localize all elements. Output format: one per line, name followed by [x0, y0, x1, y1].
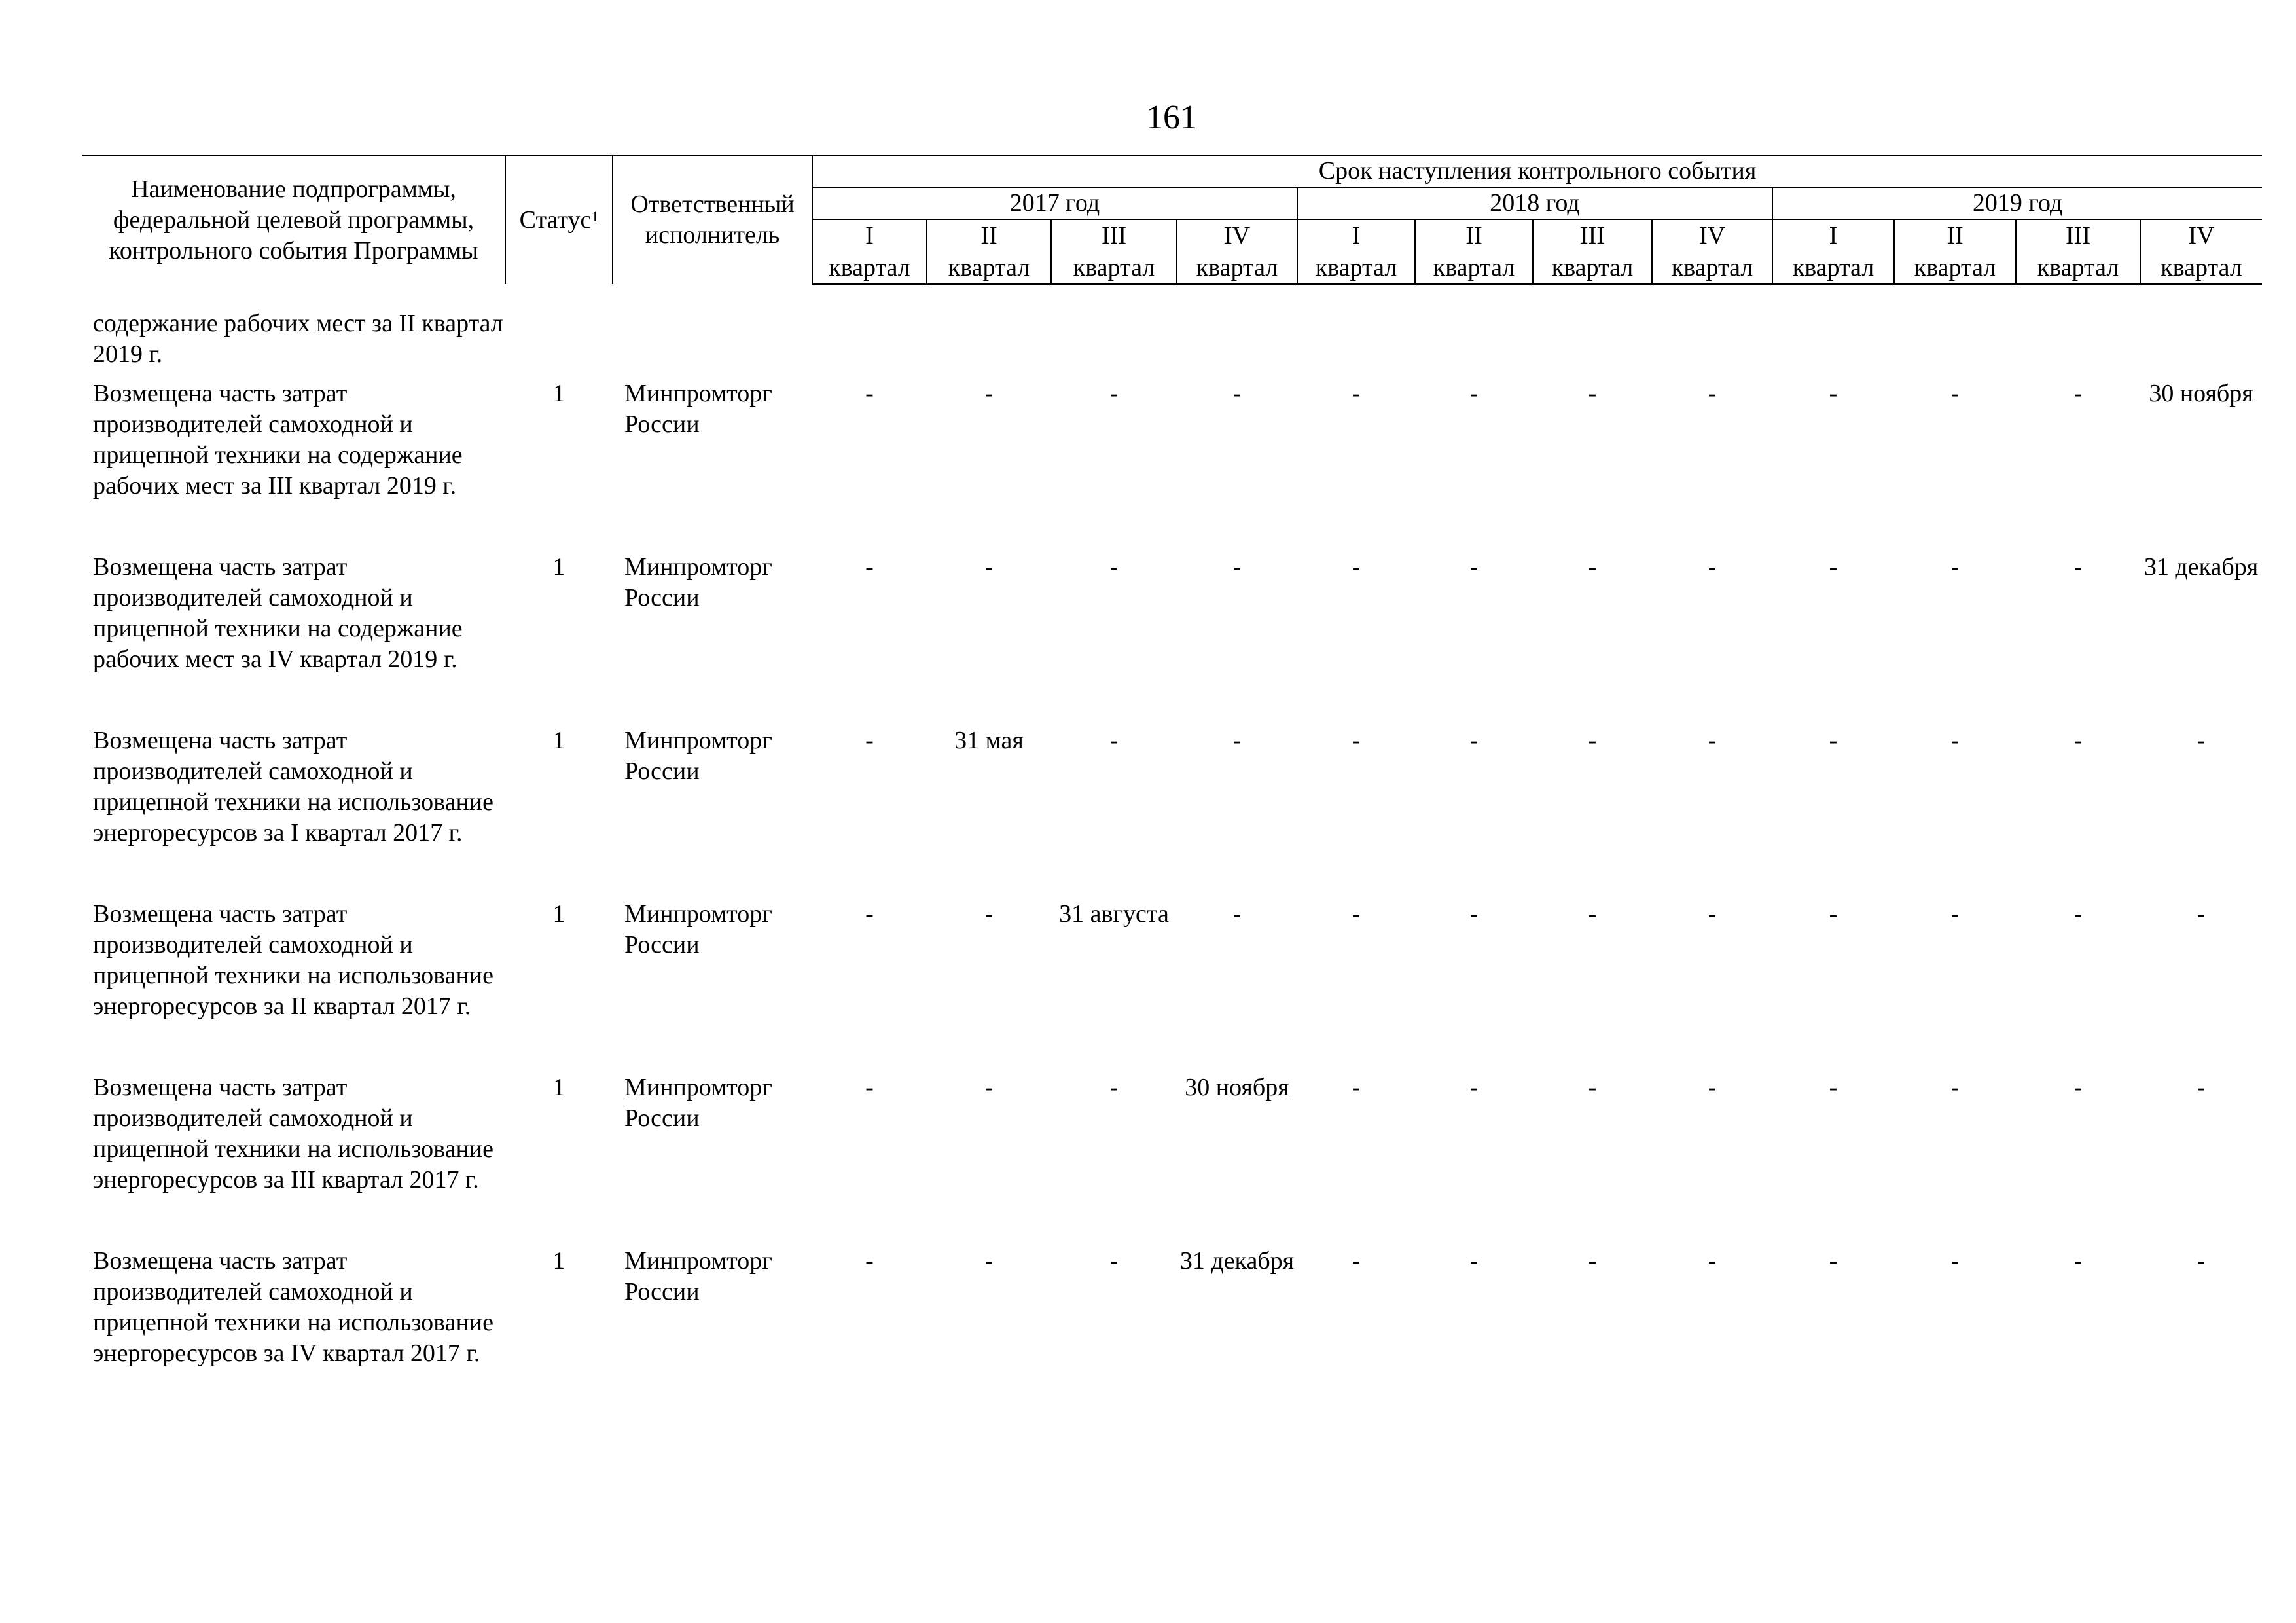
quarter-deadline-cell: -: [1708, 1074, 1717, 1101]
quarter-deadline-cell: -: [1588, 380, 1597, 407]
status-cell: [505, 308, 613, 378]
quarter-deadline-cell: -: [2073, 1247, 2083, 1275]
status-cell: 1: [552, 553, 565, 581]
header-quarter-numeral: IV: [1177, 219, 1297, 251]
header-quarter-word: квартал: [1415, 251, 1533, 284]
quarter-deadline-cell: -: [984, 1247, 994, 1275]
quarter-deadline-cell: -: [2073, 553, 2083, 581]
header-status-column: [505, 155, 613, 284]
header-quarter-numeral: I: [812, 219, 927, 251]
quarter-deadline-cell: [1415, 308, 1533, 378]
header-quarter-word: квартал: [927, 251, 1051, 284]
event-name-cell: Возмещена часть затрат производителей самоходной и прицепной техники на использование энергоресурсов за IV квартал 2017 г.: [93, 1247, 493, 1367]
header-deadline-group: Срок наступления контрольного события: [812, 155, 2262, 187]
quarter-deadline-cell: -: [1588, 727, 1597, 754]
status-cell: 1: [552, 1247, 565, 1275]
quarter-deadline-cell: -: [1950, 1074, 1960, 1101]
quarter-deadline-cell: -: [1109, 553, 1119, 581]
header-quarter-word: квартал: [1772, 251, 1894, 284]
quarter-deadline-cell: 31 мая: [954, 727, 1024, 754]
quarter-deadline-cell: [2140, 308, 2262, 378]
quarter-deadline-cell: 30 ноября: [1185, 1074, 1289, 1101]
quarter-deadline-cell: [1894, 308, 2016, 378]
status-cell: 1: [552, 900, 565, 928]
quarter-deadline-cell: -: [1469, 553, 1479, 581]
header-quarter-word: квартал: [1533, 251, 1652, 284]
quarter-deadline-cell: [1297, 308, 1415, 378]
quarter-deadline-cell: -: [865, 727, 874, 754]
header-quarter-word: квартал: [1297, 251, 1415, 284]
header-quarter-numeral: IV: [1652, 219, 1772, 251]
quarter-deadline-cell: -: [1469, 900, 1479, 928]
status-footnote-mark: 1: [591, 208, 599, 225]
event-name-cell: Возмещена часть затрат производителей самоходной и прицепной техники на использование энергоресурсов за I квартал 2017 г.: [93, 727, 493, 847]
table-row: [82, 308, 2262, 378]
quarter-deadline-cell: -: [1829, 727, 1838, 754]
header-quarter-numeral: II: [1894, 219, 2016, 251]
table-row: [82, 378, 2262, 552]
quarter-deadline-cell: -: [984, 900, 994, 928]
header-quarter-numeral: III: [2016, 219, 2140, 251]
table-row: [82, 1072, 2262, 1246]
table-row: [82, 552, 2262, 725]
executor-cell: Минпромторг России: [624, 727, 772, 785]
quarter-deadline-cell: [927, 308, 1051, 378]
event-name-cell: Возмещена часть затрат производителей самоходной и прицепной техники на содержание рабочих мест за IV квартал 2019 г.: [93, 553, 463, 673]
quarter-deadline-cell: -: [1232, 900, 1242, 928]
header-quarter-word: квартал: [2016, 251, 2140, 284]
page-number: 161: [1146, 99, 1197, 136]
quarter-deadline-cell: -: [1829, 900, 1838, 928]
quarter-deadline-cell: -: [2073, 1074, 2083, 1101]
table-header: [82, 155, 2262, 284]
quarter-deadline-cell: -: [1352, 727, 1361, 754]
quarter-deadline-cell: -: [2073, 900, 2083, 928]
quarter-deadline-cell: -: [1232, 553, 1242, 581]
header-quarter-word: квартал: [1652, 251, 1772, 284]
quarter-deadline-cell: -: [1950, 1247, 1960, 1275]
table-row: [82, 899, 2262, 1072]
header-quarter-numeral: IV: [2140, 219, 2262, 251]
quarter-deadline-cell: [1533, 308, 1652, 378]
quarter-deadline-cell: -: [984, 1074, 994, 1101]
header-quarter-word: квартал: [2140, 251, 2262, 284]
quarter-deadline-cell: -: [1469, 380, 1479, 407]
header-quarter-word: квартал: [1051, 251, 1177, 284]
status-cell: 1: [552, 1074, 565, 1101]
quarter-deadline-cell: -: [1588, 1074, 1597, 1101]
header-quarter-word: квартал: [812, 251, 927, 284]
quarter-deadline-cell: 30 ноября: [2149, 380, 2253, 407]
quarter-deadline-cell: 31 декабря: [1179, 1247, 1295, 1275]
header-status-label: Статус: [519, 206, 592, 234]
quarter-deadline-cell: [1772, 308, 1894, 378]
quarter-deadline-cell: [2016, 308, 2140, 378]
executor-cell: Минпромторг России: [624, 900, 772, 958]
quarter-deadline-cell: -: [1352, 553, 1361, 581]
quarter-deadline-cell: -: [1109, 380, 1119, 407]
quarter-deadline-cell: -: [1950, 553, 1960, 581]
executor-cell: Минпромторг России: [624, 553, 772, 611]
status-cell: 1: [552, 727, 565, 754]
quarter-deadline-cell: -: [1232, 727, 1242, 754]
executor-cell: [613, 308, 812, 378]
quarter-deadline-cell: [1051, 308, 1177, 378]
quarter-deadline-cell: -: [865, 900, 874, 928]
quarter-deadline-cell: -: [1708, 727, 1717, 754]
quarter-deadline-cell: [812, 308, 927, 378]
quarter-deadline-cell: -: [1588, 1247, 1597, 1275]
quarter-deadline-cell: [1177, 308, 1297, 378]
quarter-deadline-cell: -: [865, 1074, 874, 1101]
quarter-deadline-cell: -: [1950, 900, 1960, 928]
quarter-deadline-cell: -: [865, 553, 874, 581]
quarter-deadline-cell: -: [2197, 1074, 2206, 1101]
control-events-table: [82, 155, 2262, 1419]
quarter-deadline-cell: -: [1469, 1247, 1479, 1275]
quarter-deadline-cell: -: [1352, 1074, 1361, 1101]
quarter-deadline-cell: -: [1588, 900, 1597, 928]
header-quarter-numeral: I: [1297, 219, 1415, 251]
quarter-deadline-cell: -: [1950, 380, 1960, 407]
quarter-deadline-cell: -: [1829, 553, 1838, 581]
quarter-deadline-cell: -: [1352, 900, 1361, 928]
quarter-deadline-cell: -: [2197, 1247, 2206, 1275]
event-name-cell: Возмещена часть затрат производителей самоходной и прицепной техники на использование энергоресурсов за III квартал 2017 г.: [93, 1074, 493, 1194]
header-quarter-numeral: I: [1772, 219, 1894, 251]
quarter-deadline-cell: -: [1232, 380, 1242, 407]
header-executor-column: Ответственный исполнитель: [613, 155, 812, 284]
table-row: [82, 725, 2262, 899]
table-body: [82, 284, 2262, 1419]
header-quarter-numeral: II: [1415, 219, 1533, 251]
quarter-deadline-cell: 31 августа: [1059, 900, 1169, 928]
quarter-deadline-cell: -: [1469, 1074, 1479, 1101]
quarter-deadline-cell: -: [1588, 553, 1597, 581]
quarter-deadline-cell: -: [1708, 380, 1717, 407]
event-name-cell: Возмещена часть затрат производителей самоходной и прицепной техники на использование энергоресурсов за II квартал 2017 г.: [93, 900, 493, 1020]
quarter-deadline-cell: 31 декабря: [2144, 553, 2259, 581]
quarter-deadline-cell: -: [1708, 553, 1717, 581]
quarter-deadline-cell: -: [1109, 1247, 1119, 1275]
header-quarter-numeral: III: [1051, 219, 1177, 251]
quarter-deadline-cell: -: [984, 380, 994, 407]
header-quarter-word: квартал: [1177, 251, 1297, 284]
quarter-deadline-cell: -: [1109, 727, 1119, 754]
executor-cell: Минпромторг России: [624, 1247, 772, 1305]
header-spacer: [82, 284, 2262, 308]
quarter-deadline-cell: -: [2073, 380, 2083, 407]
quarter-deadline-cell: -: [1109, 1074, 1119, 1101]
header-quarter-numeral: II: [927, 219, 1051, 251]
table-row: [82, 1246, 2262, 1419]
quarter-deadline-cell: -: [2197, 727, 2206, 754]
header-year: 2018 год: [1297, 187, 1772, 219]
quarter-deadline-cell: -: [1950, 727, 1960, 754]
quarter-deadline-cell: -: [1708, 1247, 1717, 1275]
quarter-deadline-cell: -: [1829, 1074, 1838, 1101]
header-year: 2017 год: [812, 187, 1297, 219]
quarter-deadline-cell: -: [1352, 1247, 1361, 1275]
event-name-cell: Возмещена часть затрат производителей самоходной и прицепной техники на содержание рабочих мест за III квартал 2019 г.: [93, 380, 463, 500]
quarter-deadline-cell: -: [1829, 380, 1838, 407]
executor-cell: Минпромторг России: [624, 380, 772, 438]
quarter-deadline-cell: -: [1708, 900, 1717, 928]
status-cell: 1: [552, 380, 565, 407]
quarter-deadline-cell: -: [984, 553, 994, 581]
quarter-deadline-cell: -: [2073, 727, 2083, 754]
quarter-deadline-cell: [1652, 308, 1772, 378]
quarter-deadline-cell: -: [1469, 727, 1479, 754]
header-year: 2019 год: [1772, 187, 2262, 219]
header-name-column: Наименование подпрограммы, федеральной целевой программы, контрольного события Программы: [82, 155, 505, 284]
quarter-deadline-cell: -: [865, 380, 874, 407]
header-quarter-numeral: III: [1533, 219, 1652, 251]
quarter-deadline-cell: -: [2197, 900, 2206, 928]
executor-cell: Минпромторг России: [624, 1074, 772, 1132]
quarter-deadline-cell: -: [1352, 380, 1361, 407]
quarter-deadline-cell: -: [1829, 1247, 1838, 1275]
quarter-deadline-cell: -: [865, 1247, 874, 1275]
event-name-cell: содержание рабочих мест за II квартал 2019 г.: [93, 310, 503, 368]
header-quarter-word: квартал: [1894, 251, 2016, 284]
